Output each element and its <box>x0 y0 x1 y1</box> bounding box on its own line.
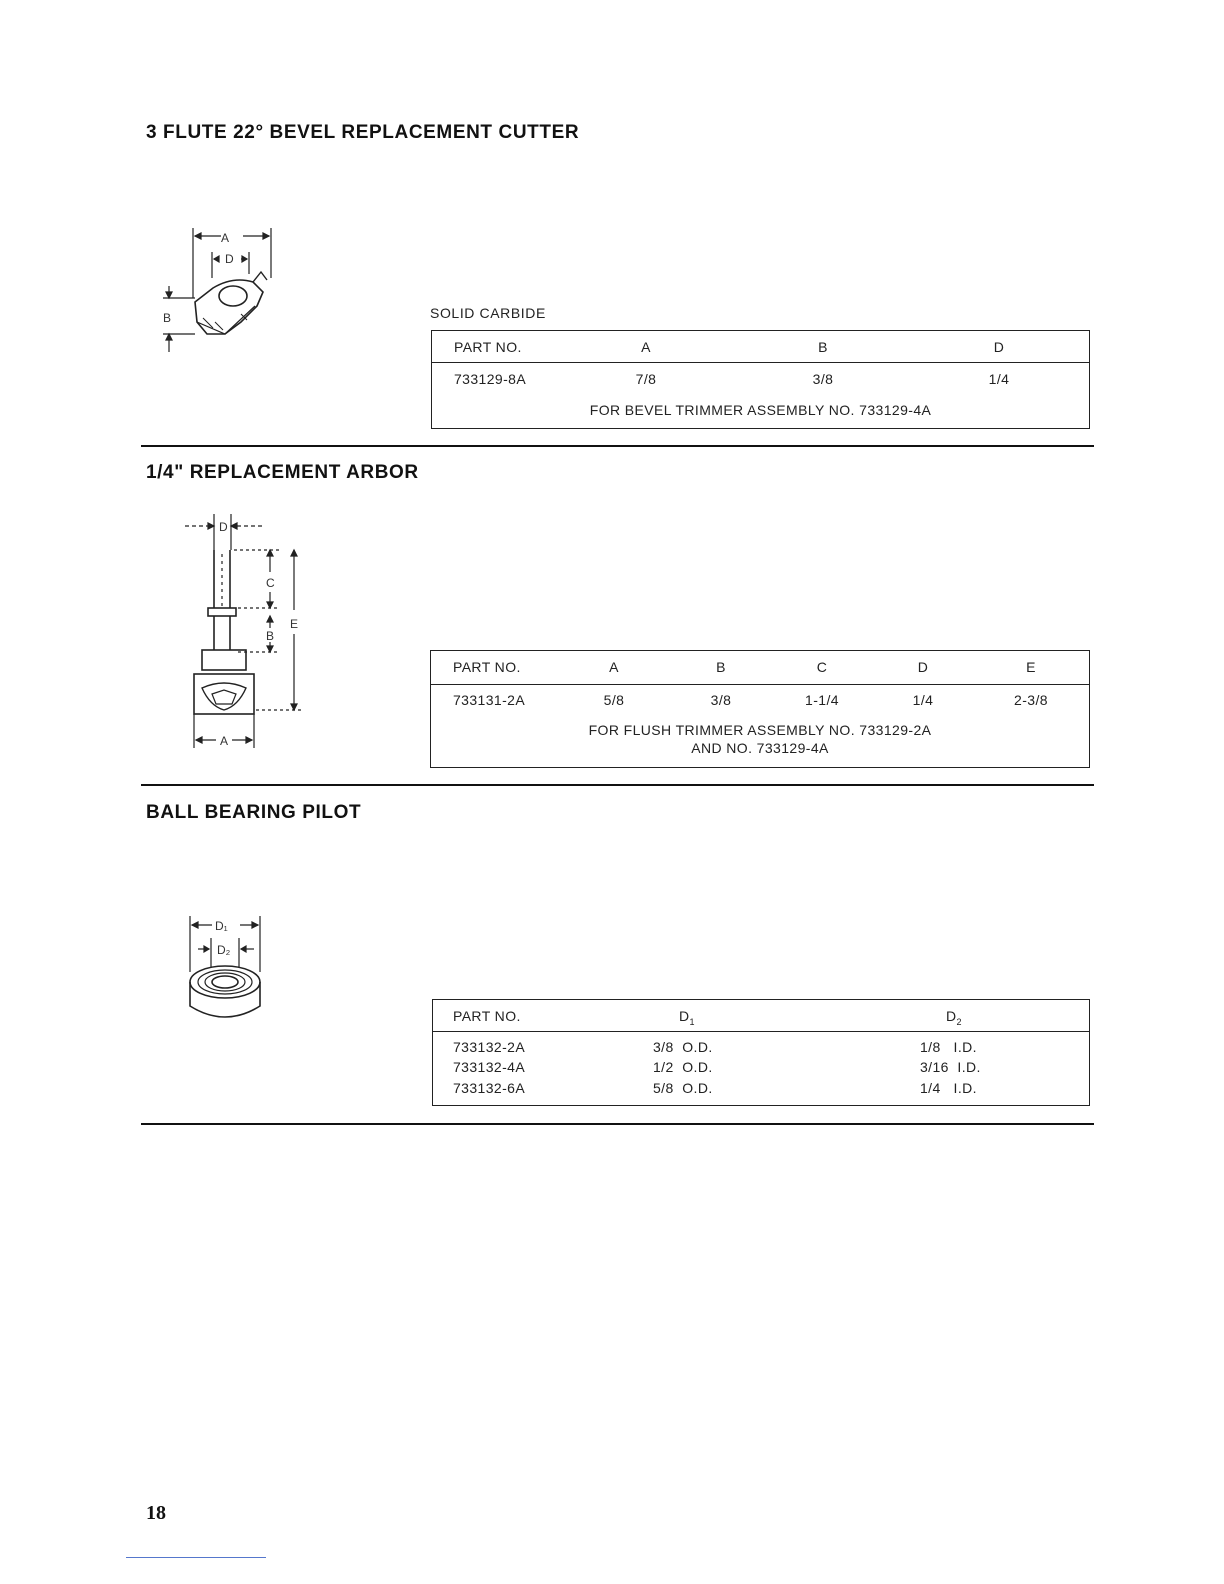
table-footnote-line-1: FOR FLUSH TRIMMER ASSEMBLY NO. 733129-2A <box>588 722 932 738</box>
table-footnote-line-2: AND NO. 733129-4A <box>691 740 829 756</box>
table-cell: 733131-2A <box>453 692 526 708</box>
table-cell: 3/8 <box>812 371 834 387</box>
column-header-d1: $D_1$ <box>679 1008 695 1027</box>
table-cell: 733132-2A <box>453 1039 526 1055</box>
section-divider <box>141 445 1094 447</box>
dim-label-b: B <box>163 311 172 325</box>
spec-table-bevel-cutter <box>431 330 1090 429</box>
table-cell: 1/4 <box>988 371 1010 387</box>
column-header: PART NO. <box>454 339 522 355</box>
dim-label-d: D <box>225 252 234 266</box>
footer-link-line <box>126 1557 266 1558</box>
dim-label-d2: D₂ <box>217 943 231 957</box>
dim-label-c: C <box>266 576 275 590</box>
column-header: B <box>818 339 828 355</box>
table-cell: 1/4 <box>912 692 934 708</box>
table-cell: 1/4 I.D. <box>920 1080 977 1096</box>
section-divider <box>141 784 1094 786</box>
table-cell: 1/2 O.D. <box>653 1059 713 1075</box>
section-title-arbor: 1/4" REPLACEMENT ARBOR <box>146 462 419 483</box>
table-cell: 3/8 O.D. <box>653 1039 713 1055</box>
dim-label-b: B <box>266 629 275 643</box>
column-header: PART NO. <box>453 1008 521 1024</box>
column-header: D <box>993 339 1005 355</box>
table-cell: 1-1/4 <box>805 692 839 708</box>
section-divider <box>141 1123 1094 1125</box>
table-cell: 5/8 <box>603 692 625 708</box>
bevel-cutter-diagram <box>155 222 290 362</box>
table-header <box>433 1000 1089 1032</box>
dim-label-a: A <box>221 231 230 245</box>
spec-table-bearing-pilot <box>432 999 1090 1106</box>
column-header: C <box>816 659 828 675</box>
table-header <box>431 651 1089 685</box>
table-cell: 5/8 O.D. <box>653 1080 713 1096</box>
dim-label-d1: D₁ <box>215 919 228 933</box>
table-cell: 3/8 <box>710 692 732 708</box>
column-header: D <box>917 659 929 675</box>
material-note: SOLID CARBIDE <box>430 305 546 321</box>
table-cell: 733132-6A <box>453 1080 526 1096</box>
table-cell: 733132-4A <box>453 1059 526 1075</box>
bearing-pilot-diagram <box>180 912 275 1027</box>
column-header: E <box>1026 659 1036 675</box>
column-header-d2: $D_2$ <box>946 1008 962 1027</box>
column-header: B <box>716 659 726 675</box>
table-cell: 3/16 I.D. <box>920 1059 981 1075</box>
table-cell: 2-3/8 <box>1014 692 1048 708</box>
table-header <box>432 331 1089 363</box>
column-header: A <box>641 339 651 355</box>
table-cell: 1/8 I.D. <box>920 1039 977 1055</box>
dim-label-a: A <box>220 734 229 748</box>
dim-label-d: D <box>219 520 228 534</box>
arbor-diagram <box>178 510 313 755</box>
table-cell: 733129-8A <box>454 371 527 387</box>
section-title-bevel-cutter: 3 FLUTE 22° BEVEL REPLACEMENT CUTTER <box>146 122 580 143</box>
page-number: 18 <box>146 1502 166 1524</box>
section-title-bearing-pilot: BALL BEARING PILOT <box>146 802 362 823</box>
column-header: A <box>609 659 619 675</box>
spec-table-arbor <box>430 650 1090 768</box>
dim-label-e: E <box>290 617 299 631</box>
table-cell: 7/8 <box>635 371 657 387</box>
table-footnote: FOR BEVEL TRIMMER ASSEMBLY NO. 733129-4A <box>589 402 932 418</box>
column-header: PART NO. <box>453 659 521 675</box>
